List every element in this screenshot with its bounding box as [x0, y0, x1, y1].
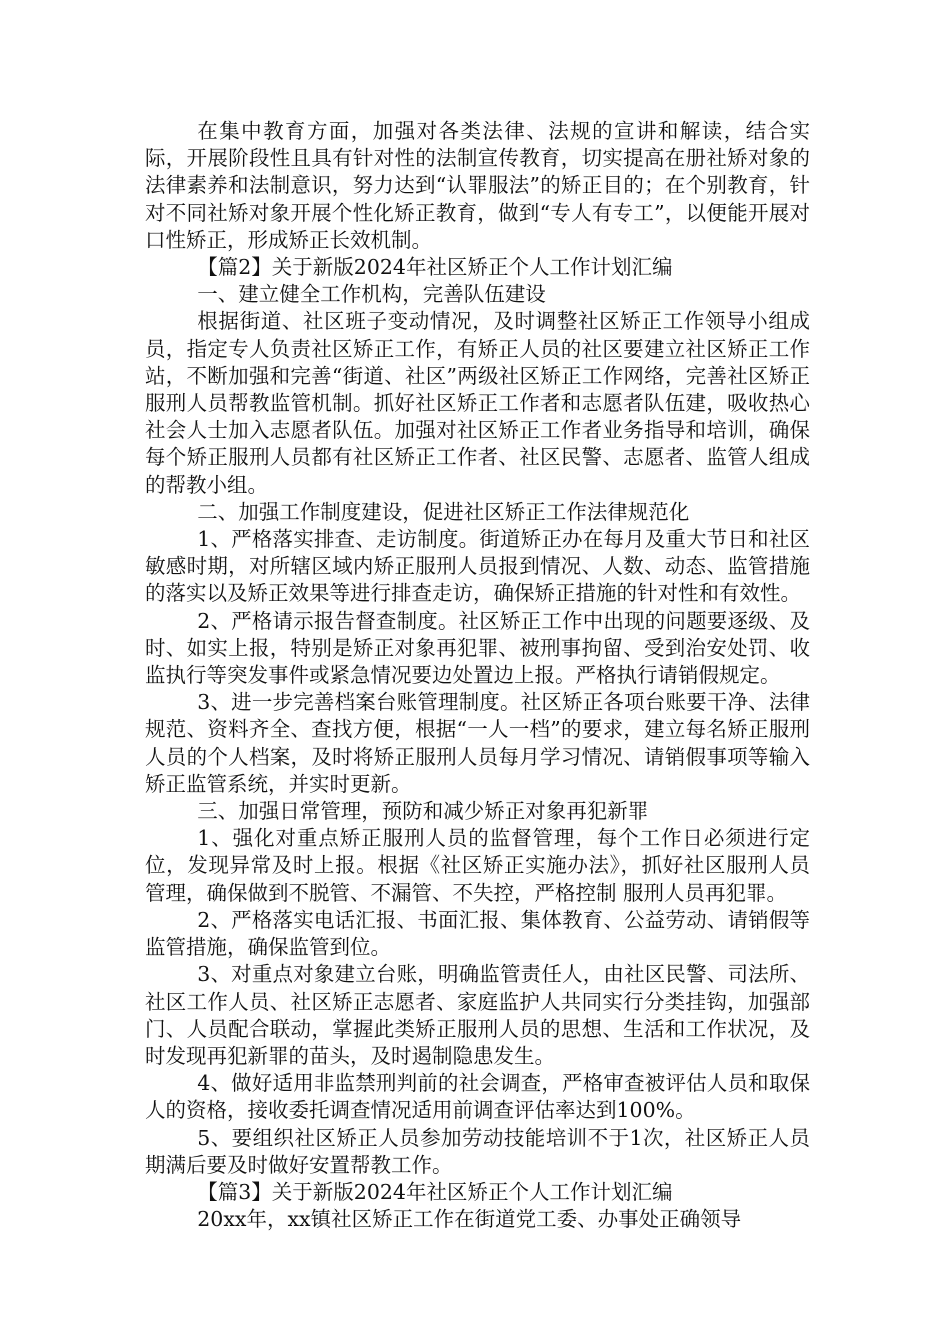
heading-section-1: 一、建立健全工作机构，完善队伍建设 — [197, 282, 546, 307]
paragraph-part-3-intro: 20xx年，xx镇社区矫正工作在街道党工委、办事处正确领导 — [197, 1207, 742, 1232]
section-title-part-2: 【篇2】关于新版2024年社区矫正个人工作计划汇编 — [197, 255, 673, 280]
heading-section-3: 三、加强日常管理，预防和减少矫正对象再犯新罪 — [197, 799, 649, 824]
paragraph-item-2-3: 3、进一步完善档案台账管理制度。社区矫正各项台账要干净、法律规范、资料齐全、查找方便，根据“一人一档”的要求，建立每名矫正服刑人员的个人档案，及时将矫正服刑人员每月学习情况、请销假事项等输入矫正监管系统，并实时更新。 — [145, 690, 810, 796]
heading-section-2: 二、加强工作制度建设，促进社区矫正工作法律规范化 — [197, 499, 690, 524]
paragraph-item-3-2: 2、严格落实电话汇报、书面汇报、集体教育、公益劳动、请销假等监管措施，确保监管到位。 — [145, 907, 810, 960]
paragraph-item-3-5: 5、要组织社区矫正人员参加劳动技能培训不于1次，社区矫正人员期满后要及时做好安置帮教工作。 — [145, 1125, 810, 1177]
paragraph-item-2-1: 1、严格落实排查、走访制度。街道矫正办在每月及重大节日和社区敏感时期，对所辖区域内矫正服刑人员报到情况、人数、动态、监管措施的落实以及矫正效果等进行排查走访，确保矫正措施的针对性和有效性。 — [145, 527, 810, 606]
document-page — [145, 118, 810, 1233]
paragraph-item-3-3: 3、对重点对象建立台账，明确监管责任人，由社区民警、司法所、社区工作人员、社区矫正志愿者、家庭监护人共同实行分类挂钩，加强部门、人员配合联动，掌握此类矫正服刑人员的思想、生活和工作状况，及时发现再犯新罪的苗头，及时遏制隐患发生。 — [145, 962, 810, 1068]
paragraph-intro-education: 在集中教育方面，加强对各类法律、法规的宣讲和解读，结合实际，开展阶段性且具有针对性的法制宣传教育，切实提高在册社矫对象的法律素养和法制意识，努力达到“认罪服法”的矫正目的；在个别教育，针对不同社矫对象开展个性化矫正教育，做到“专人有专工”，以便能开展对口性矫正，形成矫正长效机制。 — [145, 119, 810, 252]
section-title-part-3: 【篇3】关于新版2024年社区矫正个人工作计划汇编 — [197, 1179, 673, 1204]
paragraph-item-2-2: 2、严格请示报告督查制度。社区矫正工作中出现的问题要逐级、及时、如实上报，特别是矫正对象再犯罪、被刑事拘留、受到治安处罚、收监执行等突发事件或紧急情况要边处置边上报。严格执行请销假规定。 — [145, 608, 810, 688]
paragraph-item-3-1: 1、强化对重点矫正服刑人员的监督管理，每个工作日必须进行定位，发现异常及时上报。根据《社区矫正实施办法》，抓好社区服刑人员管理，确保做到不脱管、不漏管、不失控，严格控制 服刑人员再犯罪。 — [145, 826, 810, 905]
paragraph-organization: 根据街道、社区班子变动情况，及时调整社区矫正工作领导小组成员，指定专人负责社区矫正工作，有矫正人员的社区要建立社区矫正工作站，不断加强和完善“街道、社区”两级社区矫正工作网络，完善社区矫正服刑人员帮教监管机制。抓好社区矫正工作者和志愿者队伍建，吸收热心社会人士加入志愿者队伍。加强对社区矫正工作者业务指导和培训，确保每个矫正服刑人员都有社区矫正工作者、社区民警、志愿者、监管人组成的帮教小组。 — [145, 309, 810, 497]
paragraph-item-3-4: 4、做好适用非监禁刑判前的社会调查，严格审查被评估人员和取保人的资格，接收委托调查情况适用前调查评估率达到100%。 — [145, 1071, 810, 1123]
